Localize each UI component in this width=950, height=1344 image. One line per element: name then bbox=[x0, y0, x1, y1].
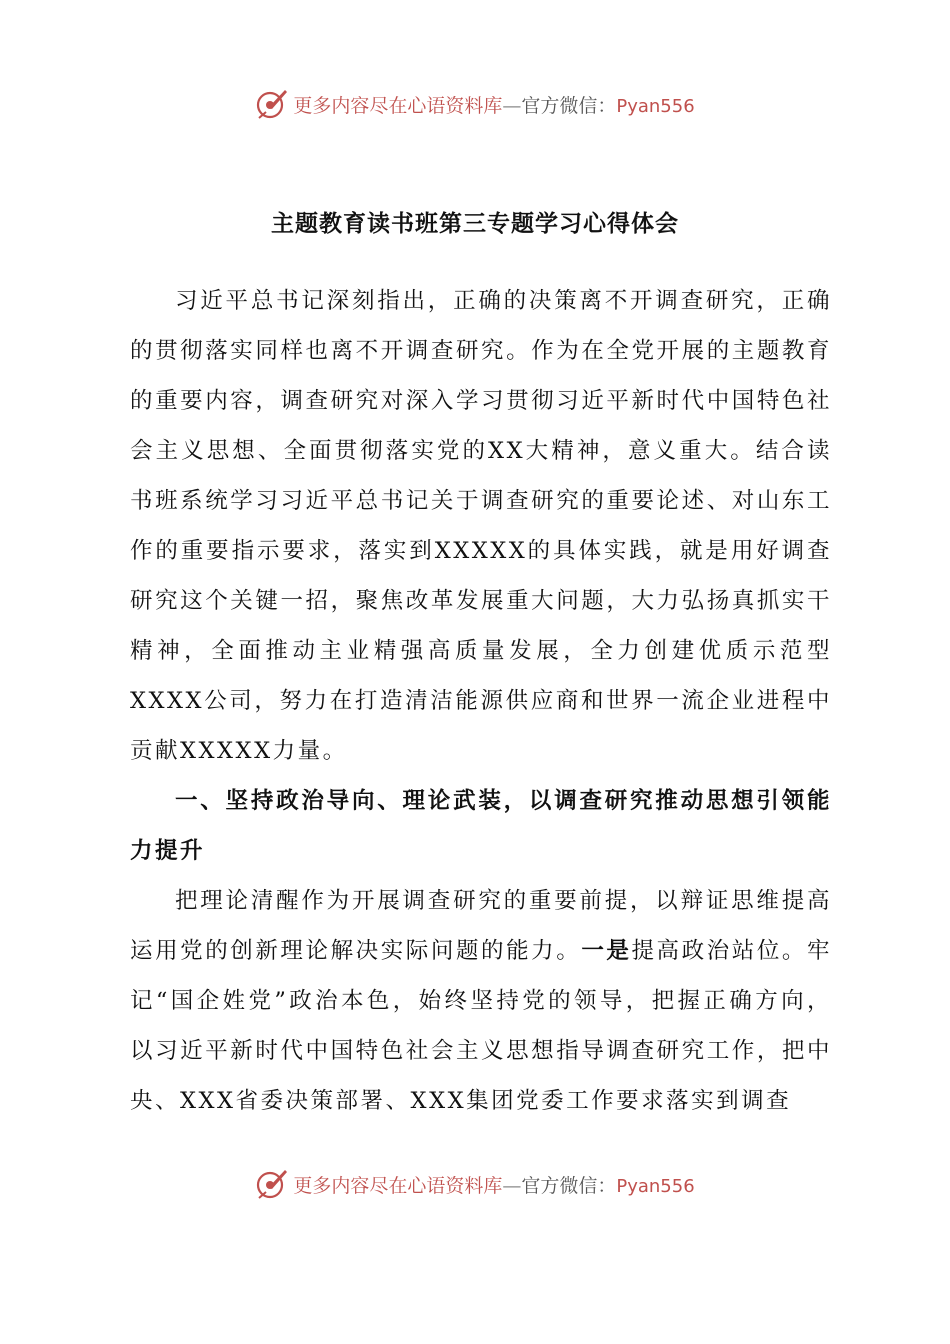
watermark-wechat-id: Pyan556 bbox=[616, 1175, 695, 1197]
section-1-point-label: 一是 bbox=[581, 938, 632, 964]
watermark-wechat-id: Pyan556 bbox=[616, 95, 695, 117]
header-watermark bbox=[0, 84, 950, 124]
section-1-paragraph bbox=[130, 876, 832, 1126]
watermark-dash: — bbox=[502, 94, 522, 117]
section-1-point-text: 提高政治站位。牢记“国企姓党”政治本色，始终坚持党的领导，把握正确方向，以习近平新时代中国特色社会主义思想指导调查研究工作，把中央、XXX省委决策部署、XXX集团党委工作要求落实到调查 bbox=[130, 938, 832, 1114]
watermark-official: 官方微信： bbox=[521, 94, 617, 117]
section-1-lead: 把理论清醒作为开展调查研究的重要前提，以辩证思维提高运用党的创新理论解决实际问题的能力。 bbox=[130, 888, 832, 964]
footer-watermark bbox=[0, 1164, 950, 1204]
watermark-brand: 更多内容尽在心语资料库 bbox=[293, 94, 503, 117]
quill-logo-icon bbox=[255, 87, 289, 121]
watermark-dash: — bbox=[502, 1174, 522, 1197]
section-1-heading: 一、坚持政治导向、理论武装，以调查研究推动思想引领能力提升 bbox=[130, 788, 832, 864]
watermark-brand: 更多内容尽在心语资料库 bbox=[293, 1174, 503, 1197]
quill-logo-icon bbox=[255, 1167, 289, 1201]
document-title: 主题教育读书班第三专题学习心得体会 bbox=[271, 210, 679, 237]
watermark-official: 官方微信： bbox=[521, 1174, 617, 1197]
intro-paragraph: 习近平总书记深刻指出，正确的决策离不开调查研究，正确的贯彻落实同样也离不开调查研究。作为在全党开展的主题教育的重要内容，调查研究对深入学习贯彻习近平新时代中国特色社会主义思想、全面贯彻落实党的XX大精神，意义重大。结合读书班系统学习习近平总书记关于调查研究的重要论述、对山东工作的重要指示要求，落实到XXXXX的具体实践，就是用好调查研究这个关键一招，聚焦改革发展重大问题，大力弘扬真抓实干精神，全面推动主业精强高质量发展，全力创建优质示范型XXXX公司，努力在打造清洁能源供应商和世界一流企业进程中贡献XXXXX力量。 bbox=[130, 288, 832, 764]
document-body bbox=[130, 276, 832, 1126]
